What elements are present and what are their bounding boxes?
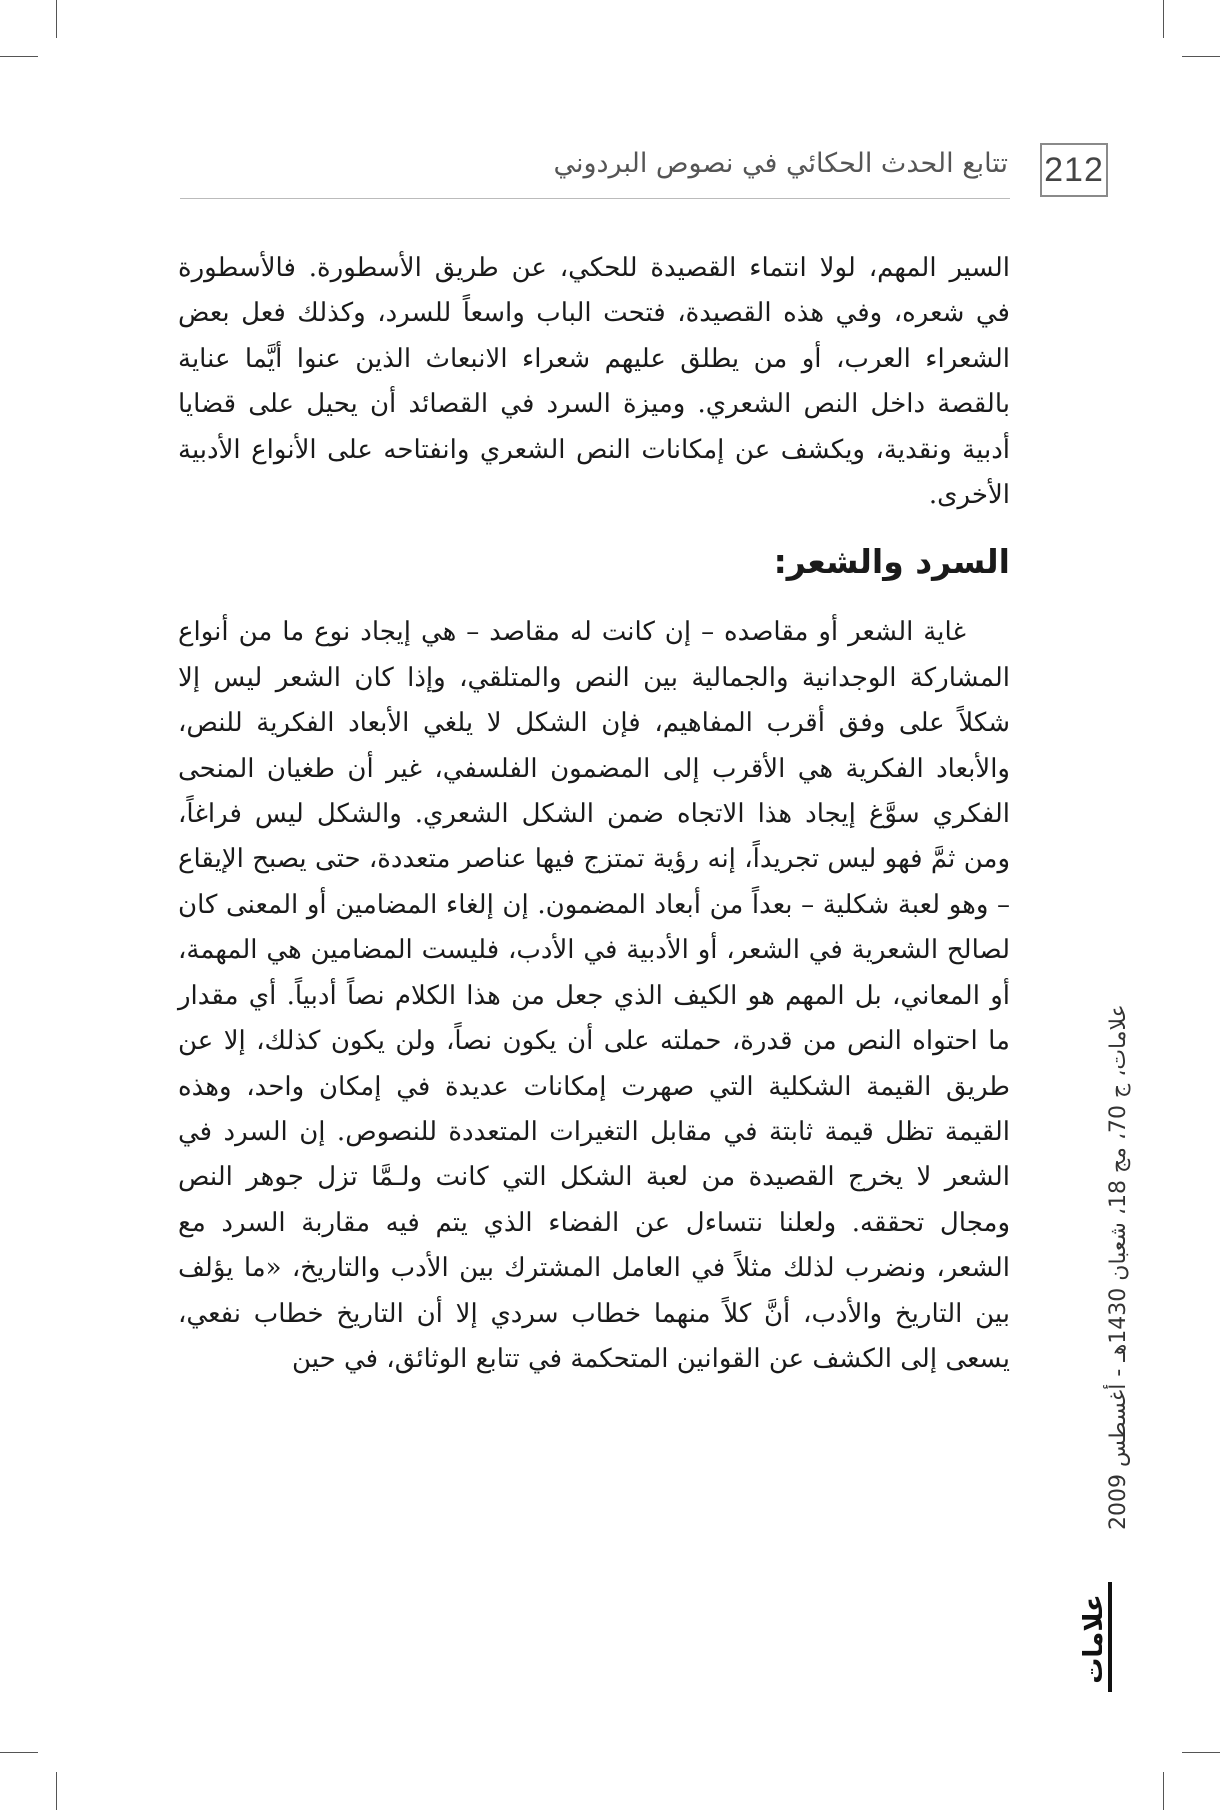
crop-mark-top-right-h (1182, 56, 1220, 57)
crop-mark-top-left-v (56, 0, 57, 38)
page-number: 212 (1040, 143, 1108, 197)
crop-mark-bottom-right-h (1182, 1752, 1220, 1753)
journal-citation: علامات، ج 70، مج 18، شعبان 1430هـ - أغسطس 2009 (1106, 1004, 1131, 1530)
crop-mark-bottom-left-v (56, 1772, 57, 1810)
section-heading: السرد والشعر: (773, 542, 1010, 582)
crop-mark-top-left-h (0, 56, 38, 57)
header-divider (180, 198, 1010, 199)
running-title: تتابع الحدث الحكائي في نصوص البردوني (553, 148, 1008, 179)
crop-mark-bottom-left-h (0, 1752, 38, 1753)
body-paragraph: السير المهم، لولا انتماء القصيدة للحكي، عن طريق الأسطورة. فالأسطورة في شعره، وفي هذه القصيدة، فتحت الباب واسعاً للسرد، وكذلك فعل بعض الشعراء العرب، أو من يطلق عليهم شعراء الانبعاث الذين عنوا أيَّما عناية بالقصة داخل النص الشعري. وميزة السرد في القصائد أن يحيل على قضايا أدبية ونقدية، ويكشف عن إمكانات النص الشعري وانفتاحه على الأنواع الأدبية الأخرى. (178, 253, 1010, 511)
journal-logo-bars (1108, 1582, 1112, 1692)
crop-mark-bottom-right-v (1163, 1772, 1164, 1810)
page-body (178, 246, 1010, 1382)
body-paragraph: غاية الشعر أو مقاصده – إن كانت له مقاصد – هي إيجاد نوع ما من أنواع المشاركة الوجدانية والجمالية بين النص والمتلقي، وإذا كان الشعر ليس إلا شكلاً على وفق أقرب المفاهيم، فإن الشكل لا يلغي الأبعاد الفكرية للنص، والأبعاد الفكرية هي الأقرب إلى المضمون الفلسفي، غير أن طغيان المنحى الفكري سوَّغ إيجاد هذا الاتجاه ضمن الشكل الشعري. والشكل ليس فراغاً، ومن ثمَّ فهو ليس تجريداً، إنه رؤية تمتزج فيها عناصر متعددة، حتى يصبح الإيقاع – وهو لعبة شكلية – بعداً من أبعاد المضمون. إن إلغاء المضامين أو المعنى كان لصالح الشعرية في الشعر، أو الأدبية في الأدب، فليست المضامين هي المهمة، أو المعاني، بل المهم هو الكيف الذي جعل من هذا الكلام نصاً أدبياً. أي مقدار ما احتواه النص من قدرة، حملته على أن يكون نصاً، ولن يكون كذلك، إلا عن طريق القيمة الشكلية التي صهرت إمكانات عديدة في إمكان واحد، وهذه القيمة تظل قيمة ثابتة في مقابل التغيرات المتعددة للنصوص. إن السرد في الشعر لا يخرج القصيدة من لعبة الشكل التي كانت ولـمَّا تزل جوهر النص ومجال تحققه. ولعلنا نتساءل عن الفضاء الذي يتم فيه مقاربة السرد مع الشعر، ونضرب لذلك مثلاً في العامل المشترك بين الأدب والتاريخ، «ما يؤلف بين التاريخ والأدب، أنَّ كلاً منهما خطاب سردي إلا أن التاريخ خطاب نفعي، يسعى إلى الكشف عن القوانين المتحكمة في تتابع الوثائق، في حين (178, 617, 1010, 1374)
crop-mark-top-right-v (1163, 0, 1164, 38)
journal-logo-text: علامات (1079, 1594, 1109, 1684)
